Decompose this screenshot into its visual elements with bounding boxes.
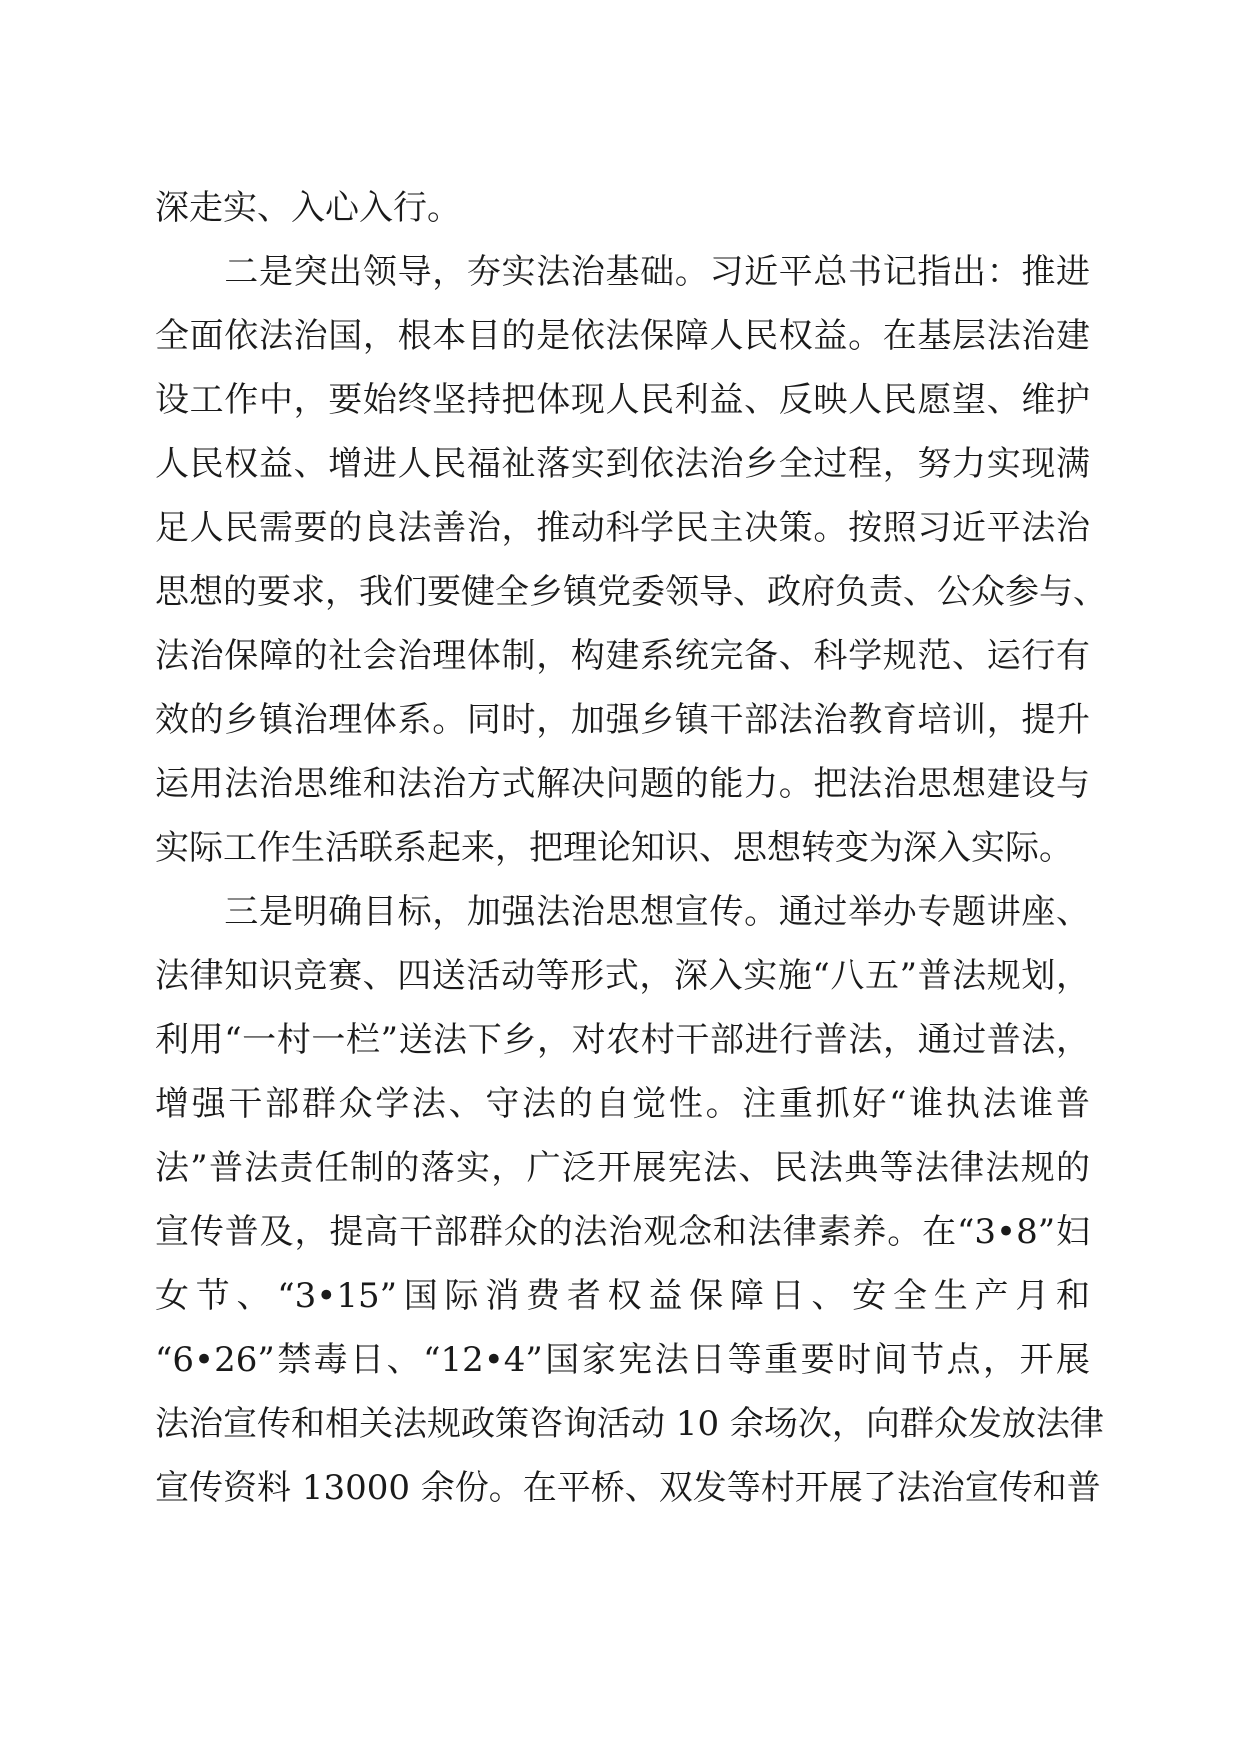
paragraph-1-line-1: 深走实、入心入行。	[155, 188, 461, 228]
paragraph-3-line-8: “6•26”禁毒日、“12•4”国家宪法日等重要时间节点，开展	[155, 1340, 1090, 1380]
paragraph-2-line-10: 实际工作生活联系起来，把理论知识、思想转变为深入实际。	[155, 828, 1073, 868]
paragraph-2-line-6: 思想的要求，我们要健全乡镇党委领导、政府负责、公众参与、	[155, 572, 1107, 612]
paragraph-2-line-9: 运用法治思维和法治方式解决问题的能力。把法治思想建设与	[155, 764, 1090, 804]
paragraph-3-line-6: 宣传普及，提高干部群众的法治观念和法律素养。在“3•8”妇	[155, 1212, 1090, 1252]
paragraph-2-line-4: 人民权益、增进人民福祉落实到依法治乡全过程，努力实现满	[155, 444, 1090, 484]
paragraph-3-line-9: 法治宣传和相关法规政策咨询活动 10 余场次，向群众发放法律	[155, 1404, 1104, 1444]
paragraph-3-line-3: 利用“一村一栏”送法下乡，对农村干部进行普法，通过普法，	[155, 1020, 1090, 1060]
paragraph-3-line-2: 法律知识竞赛、四送活动等形式，深入实施“八五”普法规划，	[155, 956, 1090, 996]
paragraph-3-line-7: 女节、“3•15”国际消费者权益保障日、安全生产月和	[155, 1276, 1090, 1316]
body-text	[155, 176, 1107, 1520]
paragraph-2-line-5: 足人民需要的良法善治，推动科学民主决策。按照习近平法治	[155, 508, 1090, 548]
paragraph-2-line-2: 全面依法治国，根本目的是依法保障人民权益。在基层法治建	[155, 316, 1090, 356]
paragraph-3-line-5: 法”普法责任制的落实，广泛开展宪法、民法典等法律法规的	[155, 1148, 1090, 1188]
paragraph-3-line-10: 宣传资料 13000 余份。在平桥、双发等村开展了法治宣传和普	[155, 1468, 1101, 1508]
paragraph-3-line-1: 三是明确目标，加强法治思想宣传。通过举办专题讲座、	[155, 892, 1090, 932]
paragraph-2-line-8: 效的乡镇治理体系。同时，加强乡镇干部法治教育培训，提升	[155, 700, 1090, 740]
paragraph-2-line-1: 二是突出领导，夯实法治基础。习近平总书记指出：推进	[155, 252, 1090, 292]
paragraph-2-line-7: 法治保障的社会治理体制，构建系统完备、科学规范、运行有	[155, 636, 1090, 676]
paragraph-2-line-3: 设工作中，要始终坚持把体现人民利益、反映人民愿望、维护	[155, 380, 1090, 420]
paragraph-3-line-4: 增强干部群众学法、守法的自觉性。注重抓好“谁执法谁普	[155, 1084, 1090, 1124]
